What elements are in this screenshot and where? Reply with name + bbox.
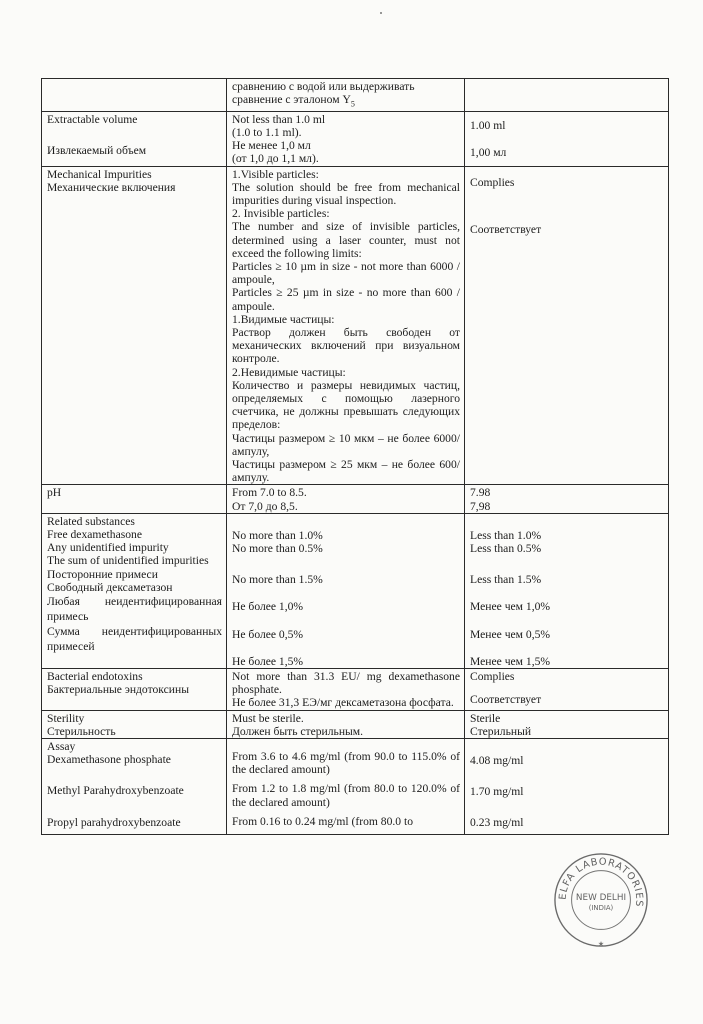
stamp-graphic (552, 851, 650, 949)
result-text-en: Complies (470, 175, 515, 189)
spec-text: From 3.6 to 4.6 mg/ml (from 90.0 to 115.0% of the declared amount) (232, 750, 460, 777)
result-text: 0.23 mg/ml (470, 816, 524, 830)
param-label: Assay (47, 740, 76, 754)
spec-cell (227, 111, 465, 166)
subscript: 5 (350, 99, 355, 109)
result-cell (465, 166, 669, 485)
spec-text: 2. Invisible particles: (232, 207, 330, 221)
result-text-ru: Стерильный (470, 724, 532, 738)
spec-text: No more than 0.5% (232, 542, 323, 556)
spec-cell (227, 485, 465, 513)
param-label: pH (47, 486, 62, 500)
spec-text: From 1.2 to 1.8 mg/ml (from 80.0 to 120.0% of the declared amount) (232, 782, 460, 809)
spec-text-en: Not more than 31.3 EU/ mg dexamethasone phosphate. (232, 670, 460, 697)
spec-text: From 0.16 to 0.24 mg/ml (from 80.0 to (232, 814, 413, 828)
spec-text: сравнению с водой или выдерживать (232, 80, 415, 93)
param-label: Any unidentified impurity (47, 541, 169, 555)
result-text-en: Sterile (470, 711, 501, 725)
star-icon: ★ (597, 941, 605, 949)
table-row-sterility (42, 710, 669, 738)
result-cell (465, 669, 669, 711)
spec-text: No more than 1.0% (232, 528, 323, 542)
result-text: Менее чем 1,5% (470, 654, 551, 668)
spec-text: No more than 1.5% (232, 573, 323, 587)
spec-cell (227, 739, 465, 835)
specification-table (41, 78, 669, 835)
param-label: Methyl Parahydroxybenzoate (47, 784, 184, 798)
param-cell (42, 710, 227, 738)
stamp-center-line1: NEW DELHI (575, 893, 627, 903)
spec-text: (1.0 to 1.1 ml). (232, 125, 302, 139)
result-text: Менее чем 0,5% (470, 627, 551, 641)
param-label: The sum of unidentified impurities (47, 554, 209, 568)
spec-text: (от 1,0 до 1,1 мл). (232, 152, 319, 166)
result-text: Менее чем 1,0% (470, 600, 551, 614)
company-stamp (552, 851, 650, 949)
param-label: Propyl parahydroxybenzoate (47, 815, 181, 829)
stamp-center-line2: (INDIA) (588, 903, 614, 912)
spec-cell (227, 710, 465, 738)
spec-text: 1.Видимые частицы: (232, 312, 335, 326)
spec-text: The solution should be free from mechanical impurities during visual inspection. (232, 180, 460, 207)
table-row-ph (42, 485, 669, 513)
param-label: Любая неидентифицированная примесь (47, 595, 222, 624)
param-label-ru: Извлекаемый объем (47, 143, 147, 157)
param-label: Посторонние примеси (47, 567, 158, 581)
spec-text: 2.Невидимые частицы: (232, 365, 346, 379)
spec-text-ru: Не более 31,3 ЕЭ/мг дексаметазона фосфата. (232, 696, 454, 710)
spec-text: сравнение с эталоном Y (232, 93, 351, 107)
spec-cell (227, 513, 465, 668)
table-row-continuation (42, 79, 669, 112)
param-label: Сумма неидентифицированных примесей (47, 625, 222, 654)
result-text-ru: Соответствует (470, 693, 542, 707)
spec-text: Particles ≥ 25 µm in size - no more than 600 / ampoule. (232, 286, 460, 313)
param-cell (42, 166, 227, 485)
spec-cell (227, 669, 465, 711)
spec-cell (227, 166, 465, 485)
table-row-related-substances (42, 513, 669, 668)
table-row-extractable-volume (42, 111, 669, 166)
spec-text: Не более 1,5% (232, 654, 304, 668)
param-cell (42, 739, 227, 835)
param-label: Dexamethasone phosphate (47, 753, 171, 767)
spec-text-ru: Должен быть стерильным. (232, 724, 364, 738)
param-label-en: Bacterial endotoxins (47, 670, 143, 684)
result-cell (465, 485, 669, 513)
scan-speck (380, 12, 382, 14)
spec-text: 1.Visible particles: (232, 167, 319, 181)
spec-text: Не более 0,5% (232, 627, 304, 641)
result-text: 4.08 mg/ml (470, 754, 524, 768)
param-cell (42, 669, 227, 711)
param-cell (42, 79, 227, 112)
result-text: Less than 1.0% (470, 528, 542, 542)
spec-text-ru: От 7,0 до 8,5. (232, 499, 298, 513)
param-label-ru: Механические включения (47, 180, 176, 194)
spec-text-en: From 7.0 to 8.5. (232, 486, 307, 500)
param-cell (42, 485, 227, 513)
spec-text: Количество и размеры невидимых частиц, определяемых с помощью лазерного счетчика, не должны превышать следующих пределов: (232, 378, 460, 432)
result-cell (465, 513, 669, 668)
param-label-ru: Бактериальные эндотоксины (47, 683, 189, 697)
table-row-assay (42, 739, 669, 835)
result-text-ru: 7,98 (470, 499, 491, 513)
result-text: 1.70 mg/ml (470, 785, 524, 799)
spec-text: Не более 1,0% (232, 600, 304, 614)
param-cell (42, 111, 227, 166)
result-cell (465, 111, 669, 166)
param-label-en: Extractable volume (47, 112, 138, 126)
result-cell (465, 79, 669, 112)
spec-text: Particles ≥ 10 µm in size - not more than 6000 / ampoule, (232, 259, 460, 287)
result-text: Less than 1.5% (470, 573, 542, 587)
param-label: Свободный дексаметазон (47, 580, 173, 594)
result-text-ru: 1,00 мл (470, 145, 507, 159)
param-cell (42, 513, 227, 668)
result-text-en: 7.98 (470, 486, 491, 500)
spec-text: The number and size of invisible particles, determined using a laser counter, must not exceed the following limits: (232, 220, 460, 260)
param-label-en: Sterility (47, 711, 85, 725)
param-label: Free dexamethasone (47, 528, 142, 542)
result-text: Less than 0.5% (470, 542, 542, 556)
spec-text: Not less than 1.0 ml (232, 112, 326, 126)
spec-text: Частицы размером ≥ 10 мкм – не более 6000/ампулу, (232, 431, 460, 458)
spec-cell (227, 79, 465, 112)
spec-text-en: Must be sterile. (232, 711, 304, 725)
param-label-ru: Стерильность (47, 724, 116, 738)
result-cell (465, 710, 669, 738)
result-text-en: Complies (470, 670, 515, 684)
result-text-ru: Соответствует (470, 222, 542, 236)
spec-text: Частицы размером ≥ 25 мкм – не более 600/ампулу. (232, 458, 460, 485)
spec-text: Раствор должен быть свободен от механических включений при визуальном контроле. (232, 325, 460, 366)
result-cell (465, 739, 669, 835)
param-label-en: Mechanical Impurities (47, 167, 152, 181)
table-row-mechanical-impurities (42, 166, 669, 485)
stamp-ring-text: ELFA LABORATORIES (557, 856, 645, 908)
spec-text: Не менее 1,0 мл (232, 139, 311, 153)
result-text-en: 1.00 ml (470, 118, 506, 132)
table-row-bacterial-endotoxins (42, 669, 669, 711)
param-label: Related substances (47, 514, 135, 528)
